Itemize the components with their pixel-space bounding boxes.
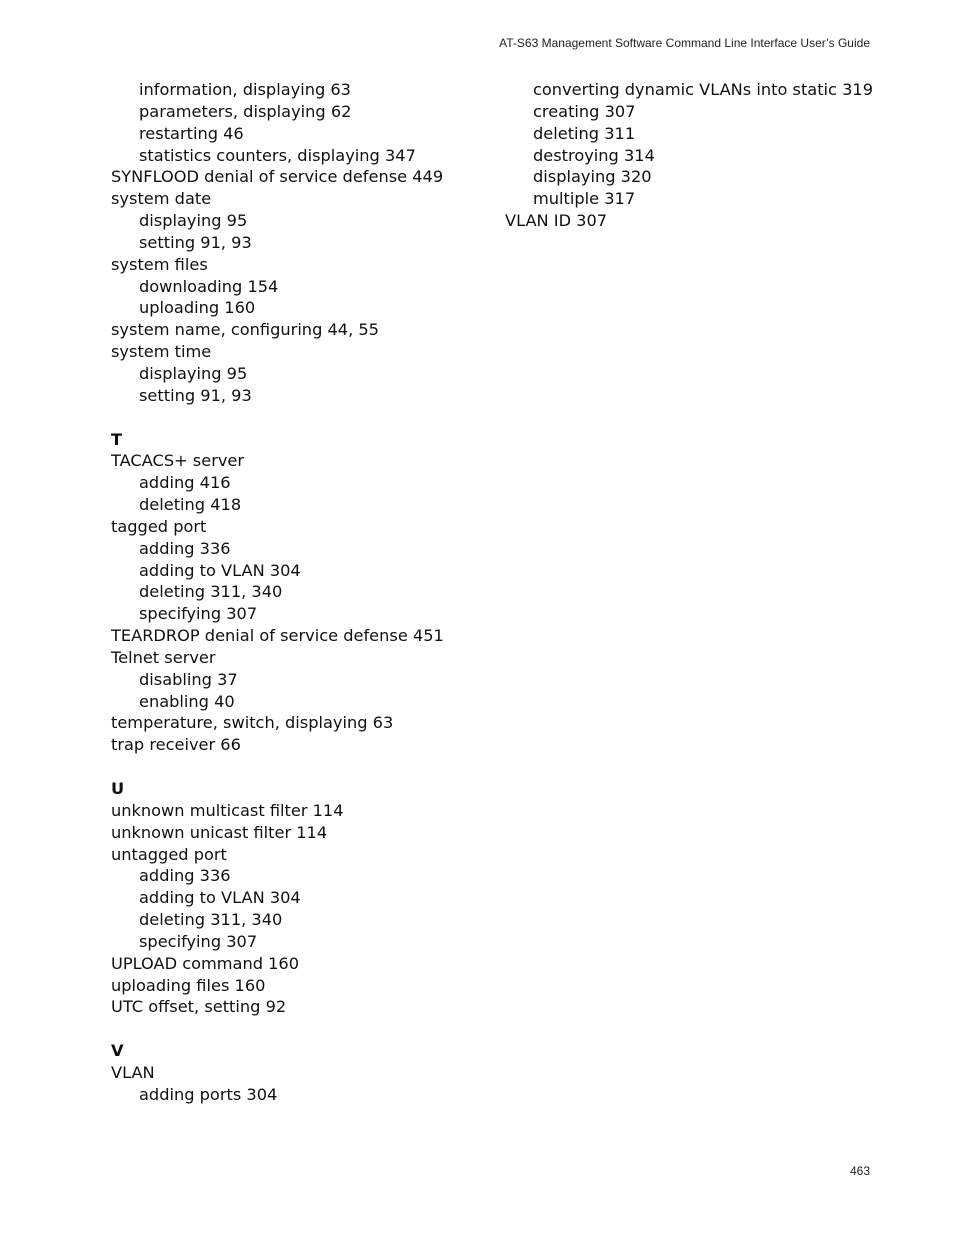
index-subentry: destroying 314 bbox=[533, 145, 655, 165]
index-letter-heading: V bbox=[111, 1041, 124, 1061]
index-subentry: deleting 311, 340 bbox=[139, 582, 283, 602]
index-entry: system date bbox=[111, 189, 212, 209]
index-subentry: setting 91, 93 bbox=[139, 385, 252, 405]
index-subentry: adding 336 bbox=[139, 866, 231, 886]
index-subentry: displaying 320 bbox=[533, 167, 652, 187]
index-letter-heading: T bbox=[111, 429, 123, 449]
index-subentry: enabling 40 bbox=[139, 691, 235, 711]
index-subentry: adding 416 bbox=[139, 473, 231, 493]
index-entry: tagged port bbox=[111, 516, 207, 536]
index-subentry: multiple 317 bbox=[533, 189, 636, 209]
index-subentry: deleting 311 bbox=[533, 123, 636, 143]
index-column-left bbox=[111, 79, 444, 1106]
index-subentry: converting dynamic VLANs into static 319 bbox=[533, 80, 873, 99]
index-subentry: specifying 307 bbox=[139, 604, 258, 624]
index-entry: system name, configuring 44, 55 bbox=[111, 320, 379, 340]
index-subentry: downloading 154 bbox=[139, 276, 279, 296]
index-entry: trap receiver 66 bbox=[111, 735, 241, 755]
index-entry: untagged port bbox=[111, 844, 227, 864]
index-subentry: deleting 418 bbox=[139, 495, 242, 515]
index-subentry: adding to VLAN 304 bbox=[139, 560, 301, 580]
index-entry: TEARDROP denial of service defense 451 bbox=[111, 626, 444, 646]
index-column-right bbox=[505, 79, 873, 232]
index-subentry: adding ports 304 bbox=[139, 1084, 278, 1104]
page-number: 463 bbox=[849, 1164, 870, 1178]
index-subentry: setting 91, 93 bbox=[139, 232, 252, 252]
index-subentry: restarting 46 bbox=[139, 123, 244, 143]
index-entry: uploading files 160 bbox=[111, 975, 266, 995]
index-entry: UTC offset, setting 92 bbox=[111, 997, 287, 1017]
index-entry: VLAN bbox=[111, 1062, 155, 1082]
index-entry: temperature, switch, displaying 63 bbox=[111, 713, 394, 733]
index-entry: SYNFLOOD denial of service defense 449 bbox=[111, 167, 444, 187]
index-entry: Telnet server bbox=[111, 647, 216, 667]
running-header: AT-S63 Management Software Command Line Interface User’s Guide bbox=[499, 36, 870, 50]
index-entry: system files bbox=[111, 254, 208, 274]
index-subentry: parameters, displaying 62 bbox=[139, 101, 352, 121]
index-subentry: displaying 95 bbox=[139, 363, 248, 383]
index-subentry: specifying 307 bbox=[139, 931, 258, 951]
index-subentry: displaying 95 bbox=[139, 211, 248, 231]
index-subentry: statistics counters, displaying 347 bbox=[139, 145, 416, 165]
index-entry: VLAN ID 307 bbox=[505, 211, 608, 231]
index-subentry: deleting 311, 340 bbox=[139, 910, 283, 930]
index-subentry: information, displaying 63 bbox=[139, 80, 351, 99]
index-subentry: uploading 160 bbox=[139, 298, 256, 318]
index-letter-heading: U bbox=[111, 779, 125, 798]
index-subentry: disabling 37 bbox=[139, 669, 238, 689]
index-entry: TACACS+ server bbox=[111, 451, 245, 471]
index-entry: UPLOAD command 160 bbox=[111, 953, 300, 973]
index-entry: system time bbox=[111, 342, 212, 362]
index-entry: unknown multicast filter 114 bbox=[111, 800, 344, 820]
index-subentry: creating 307 bbox=[533, 101, 636, 121]
index-subentry: adding to VLAN 304 bbox=[139, 888, 301, 908]
index-entry: unknown unicast filter 114 bbox=[111, 822, 328, 842]
index-subentry: adding 336 bbox=[139, 538, 231, 558]
